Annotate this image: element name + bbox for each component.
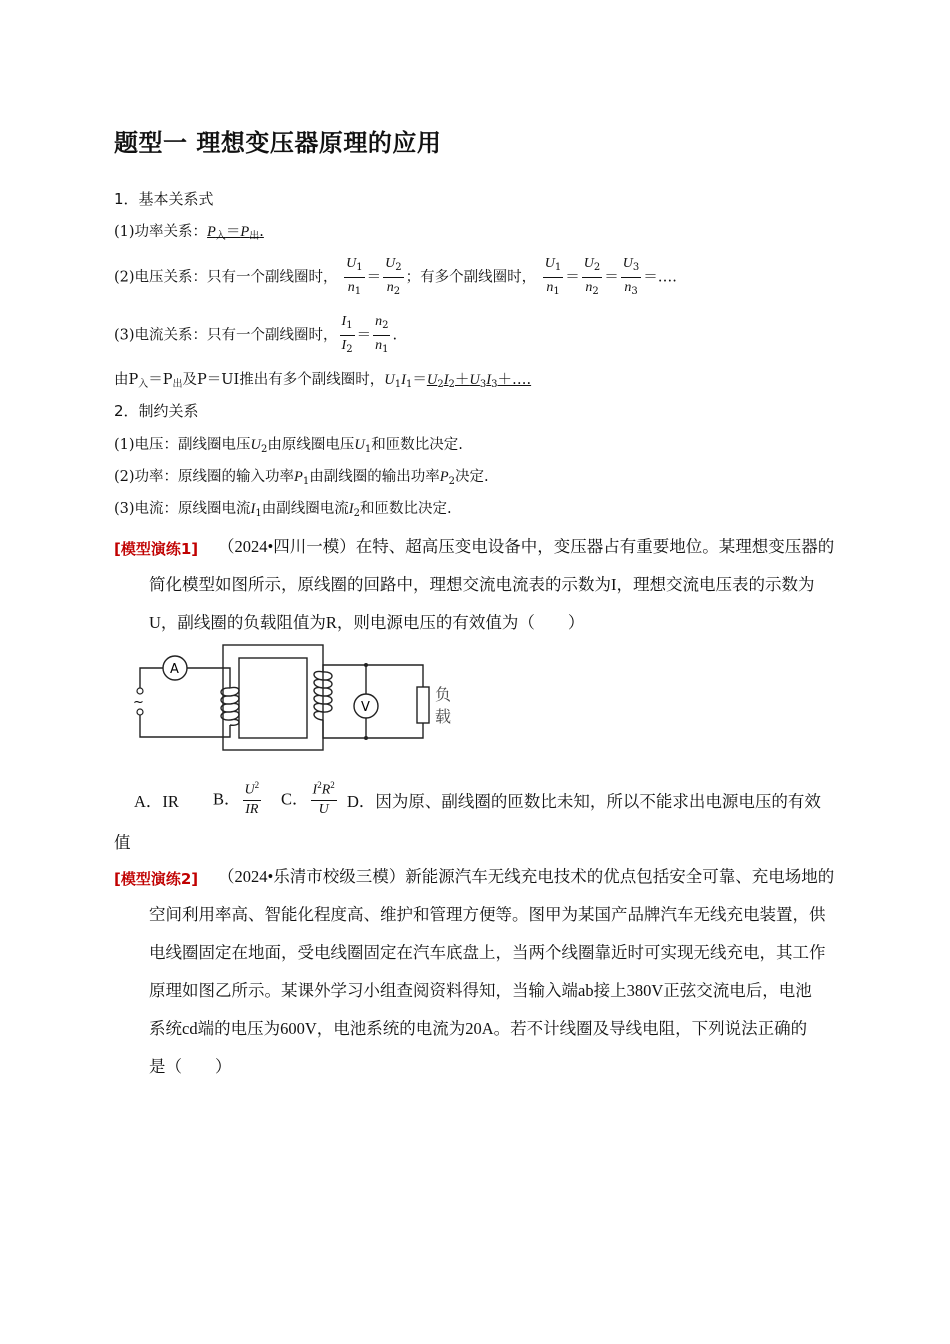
- q1-line3: U，副线圈的负载阻值为R，则电源电压的有效值为（ ）: [149, 613, 585, 632]
- fraction-n2-n1: $\frac{n_2}{n_1}$: [373, 312, 390, 359]
- derivation-line: 由$P_入=P_出$及P＝UI推出有多个副线圈时，$U_1I_1=U_2I_2+U_3I_3+\dots$.: [114, 372, 532, 390]
- fraction-u1-n1: $\frac{U_1}{n_1}$: [344, 254, 365, 301]
- load-label-1: 负: [435, 685, 452, 704]
- section-1-heading: 1．基本关系式: [114, 190, 214, 208]
- q1-label: [模型演练1]: [114, 540, 199, 558]
- power-prefix: (1)功率关系：: [114, 224, 208, 240]
- option-d-continued: 值: [114, 833, 131, 852]
- ac-source-symbol: ~: [133, 695, 144, 710]
- q2-line4: 原理如图乙所示。某课外学习小组查阅资料得知，当输入端ab接上380V正弦交流电后，电池: [149, 981, 812, 1000]
- q2-line6: 是（ ）: [149, 1057, 232, 1076]
- q2-line5: 系统cd端的电压为600V，电池系统的电流为20A。若不计线圈及导线电阻，下列说法正确的: [149, 1019, 808, 1038]
- fraction-u2-n2: $\frac{U_2}{n_2}$: [383, 254, 404, 301]
- fraction-i1-i2: $\frac{I_1}{I_2}$: [340, 312, 355, 359]
- constraint-power: (2)功率：原线圈的输入功率$P_1$由副线圈的输出功率$P_2$决定.: [114, 469, 489, 487]
- q2-line1: （2024•乐清市校级三模）新能源汽车无线充电技术的优点包括安全可靠、充电场地的: [218, 867, 835, 886]
- q1-line2: 简化模型如图所示，原线圈的回路中，理想交流电流表的示数为I，理想交流电压表的示数为: [149, 575, 815, 594]
- voltmeter-label: V: [361, 700, 370, 715]
- q2-label: [模型演练2]: [114, 870, 199, 888]
- page-title: 题型一 理想变压器原理的应用: [114, 129, 442, 157]
- constraint-voltage: (1)电压：副线圈电压$U_2$由原线圈电压$U_1$和匝数比决定.: [114, 437, 463, 455]
- current-relation: (3)电流关系：只有一个副线圈时， $\frac{I_1}{I_2}$ ＝ $\frac{n_2}{n_1}$ .: [114, 312, 397, 359]
- q2-line2: 空间利用率高、智能化程度高、维护和管理方便等。图甲为某国产品牌汽车无线充电装置，供: [149, 905, 826, 924]
- constraint-current: (3)电流：原线圈电流$I_1$由副线圈电流$I_2$和匝数比决定.: [114, 501, 452, 519]
- section-2-heading: 2．制约关系: [114, 402, 199, 420]
- q1-line1: （2024•四川一模）在特、超高压变电设备中，变压器占有重要地位。某理想变压器的: [218, 537, 835, 556]
- power-relation: (1)功率关系：$P_入=P_出$.: [114, 224, 264, 242]
- option-a[interactable]: A．IR: [134, 792, 179, 811]
- option-b[interactable]: B． $\frac{U^2}{IR}$: [213, 780, 260, 817]
- transformer-circuit-diagram: [130, 640, 470, 755]
- option-d[interactable]: D．因为原、副线圈的匝数比未知，所以不能求出电源电压的有效: [347, 792, 821, 811]
- voltage-relation: (2)电压关系：只有一个副线圈时， $\frac{U_1}{n_1}$ ＝ $\frac{U_2}{n_2}$ ；有多个副线圈时， $\frac{U_1}{n_1}$ ＝ $\frac{U_2}{n_2}$ ＝ $\frac{U_3}{n_3}$ ＝….: [114, 254, 677, 301]
- load-label-2: 载: [435, 707, 452, 726]
- ammeter-label: A: [170, 662, 179, 677]
- q2-line3: 电线圈固定在地面，受电线圈固定在汽车底盘上，当两个线圈靠近时可实现无线充电，其工作: [149, 943, 826, 962]
- option-c[interactable]: C． $\frac{I^2R^2}{U}$: [281, 780, 335, 817]
